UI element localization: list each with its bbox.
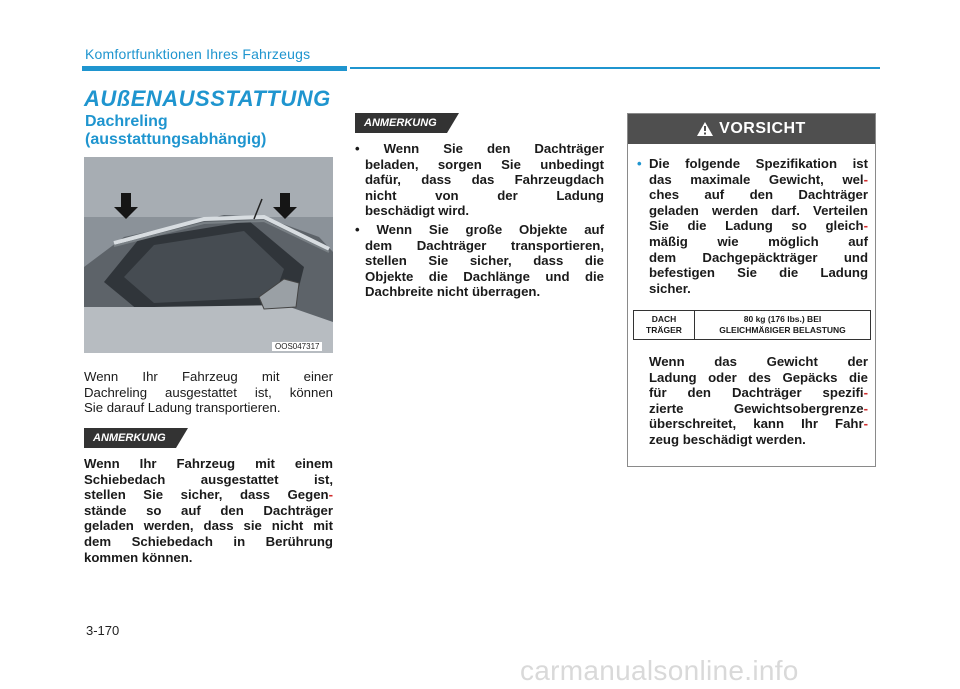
header-rule-thick <box>82 66 347 71</box>
caution-paragraph: Wenn das Gewicht der Ladung oder des Gepäcks die für den Dachträger spezifi- zierte Gewichtsobergrenze- überschreitet, kann Ihr Fahr- zeug beschädigt werden. <box>649 354 868 447</box>
caution-title: VORSICHT <box>719 120 806 137</box>
note-list-middle <box>355 141 604 300</box>
note-badge-left: ANMERKUNG <box>84 428 176 448</box>
note-line: geladen werden, dass sie nicht mit <box>84 518 333 534</box>
subsection-title <box>85 113 335 149</box>
intro-paragraph <box>84 369 333 416</box>
watermark: carmanualsonline.info <box>520 655 799 686</box>
note-line: stände so auf den Dachträger <box>84 502 333 518</box>
note-text-left <box>84 456 333 565</box>
page-number: 3-170 <box>86 623 120 638</box>
roof-rail-illustration <box>84 157 333 353</box>
spec-label-cell: DACH TRÄGER <box>634 311 695 339</box>
subsection-title-line2: (ausstattungsabhängig) <box>85 131 267 148</box>
header-rule-thin <box>350 67 880 69</box>
intro-line: Dachreling ausgestattet ist, können <box>84 384 333 400</box>
note-line: dem Schiebedach in Berührung <box>84 533 333 549</box>
bullet-dot: • <box>637 156 642 171</box>
note-badge-middle: ANMERKUNG <box>355 113 447 133</box>
intro-line: Sie darauf Ladung transportieren. <box>84 400 281 416</box>
list-item: • Wenn Sie den Dachträger beladen, sorgen Sie unbedingt dafür, dass das Fahrzeugdach nicht von der Ladung beschädigt wird. <box>355 141 604 219</box>
list-item: • Wenn Sie große Objekte auf dem Dachträger transportieren, stellen Sie sicher, dass die Objekte die Dachlänge und die Dachbreite nicht überragen. <box>355 221 604 300</box>
note-line: Wenn Ihr Fahrzeug mit einem <box>84 456 333 471</box>
intro-line: Wenn Ihr Fahrzeug mit einer <box>84 369 333 384</box>
warning-icon <box>697 122 713 136</box>
caution-bullet: • Die folgende Spezifikation ist das maximale Gewicht, wel- ches auf den Dachträger geladen werden darf. Verteilen Sie die Ladung so gleich- mäßig wie möglich auf dem Dachgepäckträger und befestigen Sie die Ladung sicher. <box>637 156 868 296</box>
subsection-title-line1: Dachreling <box>85 113 168 130</box>
note-line: kommen können. <box>84 549 193 565</box>
spec-value-cell: 80 kg (176 lbs.) BEI GLEICHMÄßIGER BELASTUNG <box>719 314 846 335</box>
image-caption: OOS047317 <box>272 342 322 351</box>
car-roof-drawing <box>84 157 333 353</box>
note-line: Schiebedach ausgestattet ist, <box>84 471 333 487</box>
caution-header <box>628 114 875 144</box>
note-line: stellen Sie sicher, dass Gegen- <box>84 487 333 503</box>
section-title: AUßENAUSSTATTUNG <box>84 86 331 111</box>
roof-rack-spec-table <box>633 310 871 340</box>
chapter-title: Komfortfunktionen Ihres Fahrzeugs <box>85 46 311 62</box>
